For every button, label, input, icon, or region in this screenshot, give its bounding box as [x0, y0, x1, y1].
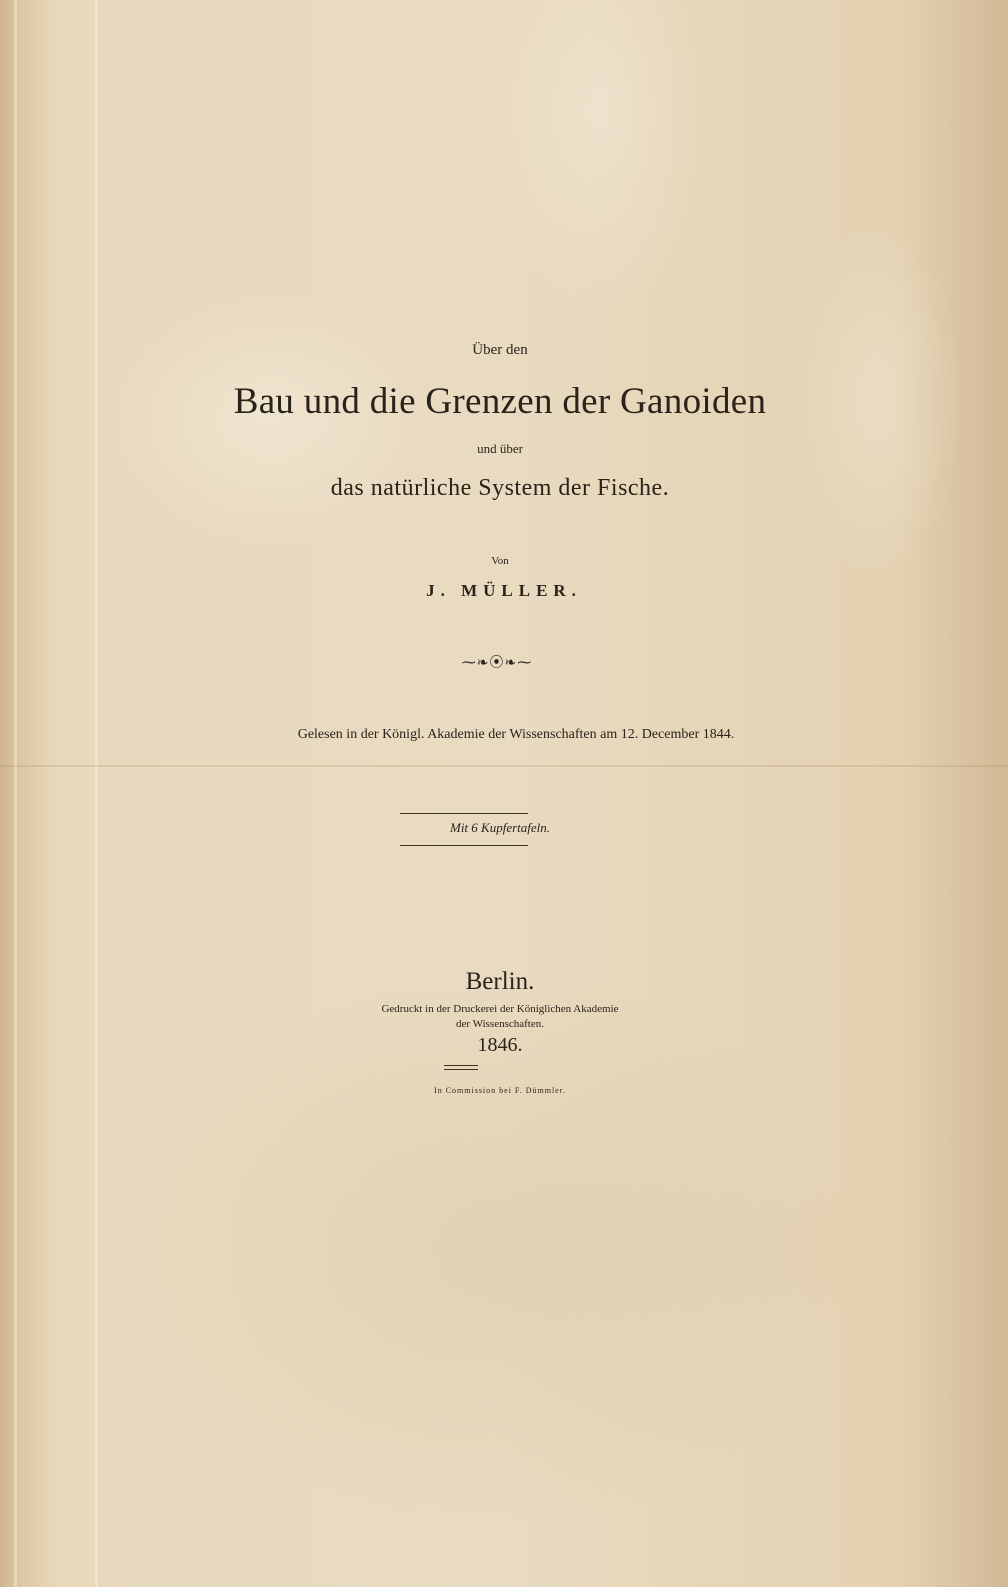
- printer-line-2: der Wissenschaften.: [456, 1018, 544, 1030]
- von-label: Von: [491, 555, 509, 567]
- year-rule-lower: [444, 1069, 478, 1070]
- place-of-publication: Berlin.: [465, 968, 535, 995]
- subtitle: das natürliche System der Fische.: [330, 475, 670, 501]
- paper-fold: [0, 765, 1008, 767]
- heading-ueber-den: Über den: [472, 342, 528, 358]
- paper-crease: [95, 0, 98, 1587]
- paper-edge-highlight: [14, 0, 17, 1587]
- publication-year: 1846.: [477, 1034, 523, 1056]
- year-rule-upper: [444, 1065, 478, 1066]
- heading-und-ueber: und über: [477, 441, 523, 456]
- plates-rule-bottom: [400, 845, 528, 846]
- plates-rule-top: [400, 813, 528, 814]
- main-title: Bau und die Grenzen der Ganoiden: [233, 381, 767, 422]
- plates-note: Mit 6 Kupfertafeln.: [449, 820, 551, 835]
- reading-note: Gelesen in der Königl. Akademie der Wissenschaften am 12. December 1844.: [297, 727, 735, 742]
- ornament-divider: ⁓❧⦿❧⁓: [461, 656, 533, 671]
- printer-line-1: Gedruckt in der Druckerei der Königlichen Akademie: [381, 1003, 619, 1015]
- commission-note: In Commission bei F. Dümmler.: [434, 1086, 566, 1095]
- author-name: J. MÜLLER.: [426, 581, 582, 600]
